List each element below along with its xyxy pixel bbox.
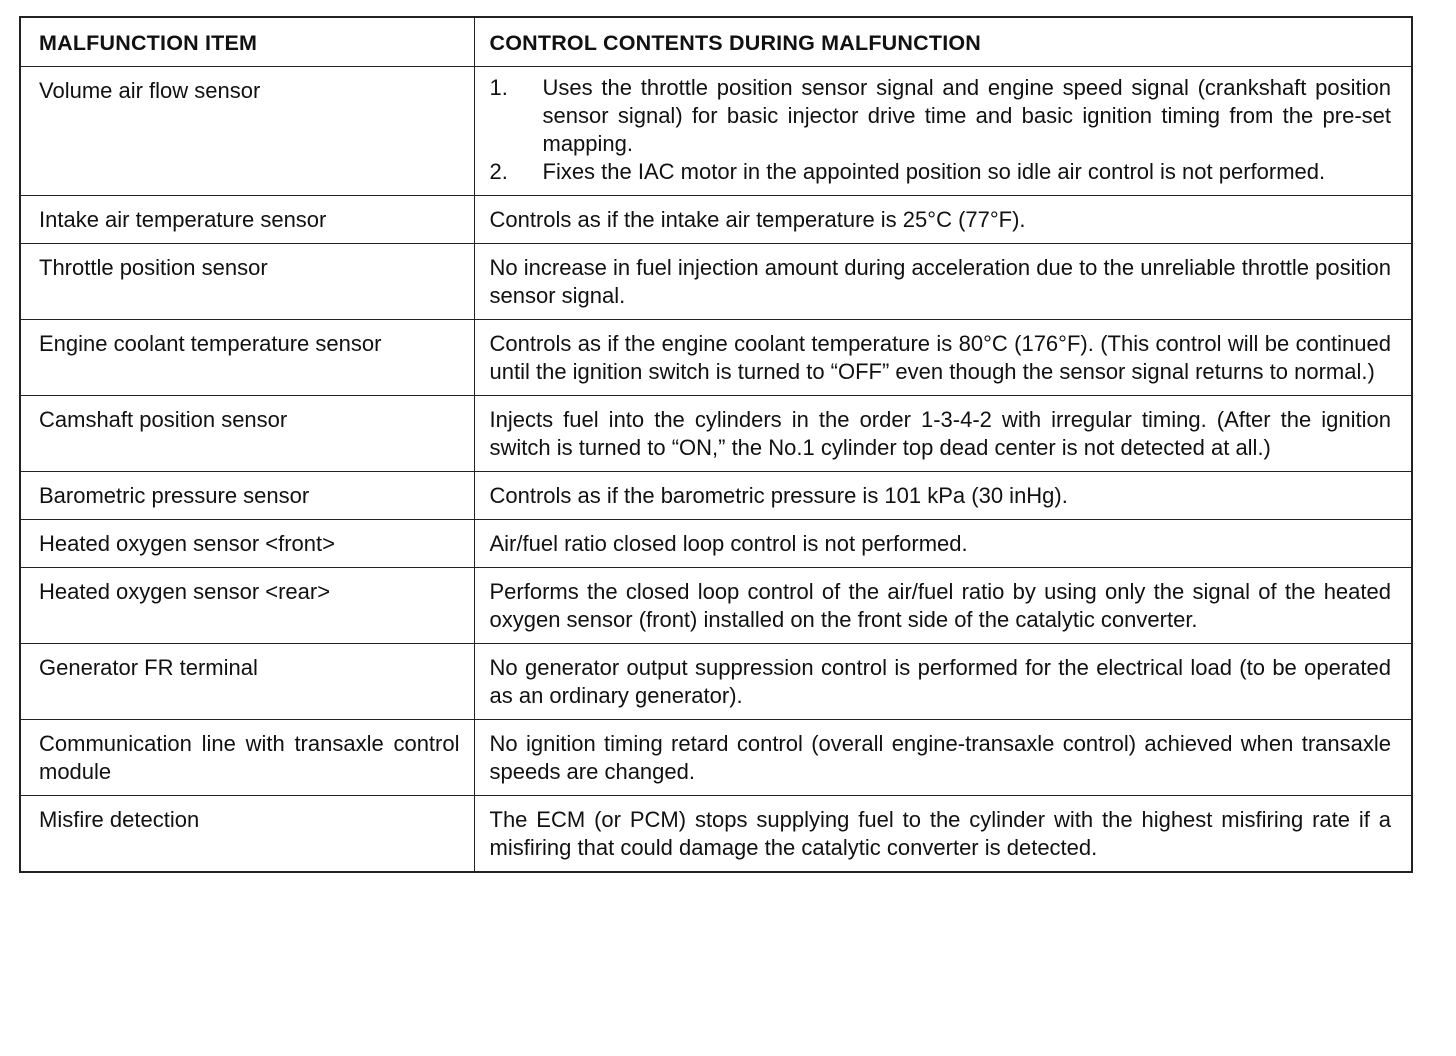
malfunction-item-cell: Engine coolant temperature sensor (20, 320, 474, 396)
malfunction-item-cell: Misfire detection (20, 796, 474, 873)
control-contents-cell: No generator output suppression control is performed for the electrical load (to be operated as an ordinary generator). (474, 644, 1412, 720)
table-row (20, 244, 1412, 320)
step-text: Uses the throttle position sensor signal and engine speed signal (crankshaft position sensor signal) for basic injector drive time and basic ignition timing from the pre-set mapping. (542, 75, 1391, 156)
malfunction-item-cell: Generator FR terminal (20, 644, 474, 720)
step-number: 2. (489, 159, 508, 184)
table-row (20, 67, 1412, 196)
table-row (20, 396, 1412, 472)
table-header-row (20, 17, 1412, 67)
table-row (20, 320, 1412, 396)
malfunction-item-cell: Heated oxygen sensor <rear> (20, 568, 474, 644)
control-contents-cell (474, 67, 1412, 196)
table-row (20, 796, 1412, 873)
malfunction-item-cell: Heated oxygen sensor <front> (20, 520, 474, 568)
control-contents-cell: Controls as if the engine coolant temperature is 80°C (176°F). (This control will be continued until the ignition switch is turned to “OFF” even though the sensor signal returns to normal.) (474, 320, 1412, 396)
malfunction-item-cell: Communication line with transaxle control module (20, 720, 474, 796)
control-contents-cell: Controls as if the barometric pressure is 101 kPa (30 inHg). (474, 472, 1412, 520)
malfunction-control-table (19, 16, 1413, 873)
numbered-step (490, 158, 1392, 186)
control-contents-cell: Air/fuel ratio closed loop control is not performed. (474, 520, 1412, 568)
header-control-contents: CONTROL CONTENTS DURING MALFUNCTION (474, 17, 1412, 67)
control-contents-cell: No increase in fuel injection amount during acceleration due to the unreliable throttle position sensor signal. (474, 244, 1412, 320)
control-contents-cell: Injects fuel into the cylinders in the order 1-3-4-2 with irregular timing. (After the ignition switch is turned to “ON,” the No.1 cylinder top dead center is not detected at all.) (474, 396, 1412, 472)
document-page (19, 16, 1411, 873)
control-contents-cell: No ignition timing retard control (overall engine-transaxle control) achieved when transaxle speeds are changed. (474, 720, 1412, 796)
malfunction-item-cell: Throttle position sensor (20, 244, 474, 320)
table-row (20, 196, 1412, 244)
control-contents-cell: Performs the closed loop control of the air/fuel ratio by using only the signal of the heated oxygen sensor (front) installed on the front side of the catalytic converter. (474, 568, 1412, 644)
control-contents-cell: The ECM (or PCM) stops supplying fuel to the cylinder with the highest misfiring rate if a misfiring that could damage the catalytic converter is detected. (474, 796, 1412, 873)
table-row (20, 472, 1412, 520)
table-row (20, 720, 1412, 796)
malfunction-item-cell: Volume air flow sensor (20, 67, 474, 196)
malfunction-item-cell: Intake air temperature sensor (20, 196, 474, 244)
step-number: 1. (489, 75, 508, 100)
control-contents-cell: Controls as if the intake air temperature is 25°C (77°F). (474, 196, 1412, 244)
table-row (20, 568, 1412, 644)
numbered-step (490, 74, 1392, 158)
step-text: Fixes the IAC motor in the appointed position so idle air control is not performed. (542, 159, 1326, 184)
header-malfunction-item: MALFUNCTION ITEM (20, 17, 474, 67)
malfunction-item-cell: Barometric pressure sensor (20, 472, 474, 520)
table-row (20, 520, 1412, 568)
table-row (20, 644, 1412, 720)
malfunction-item-cell: Camshaft position sensor (20, 396, 474, 472)
